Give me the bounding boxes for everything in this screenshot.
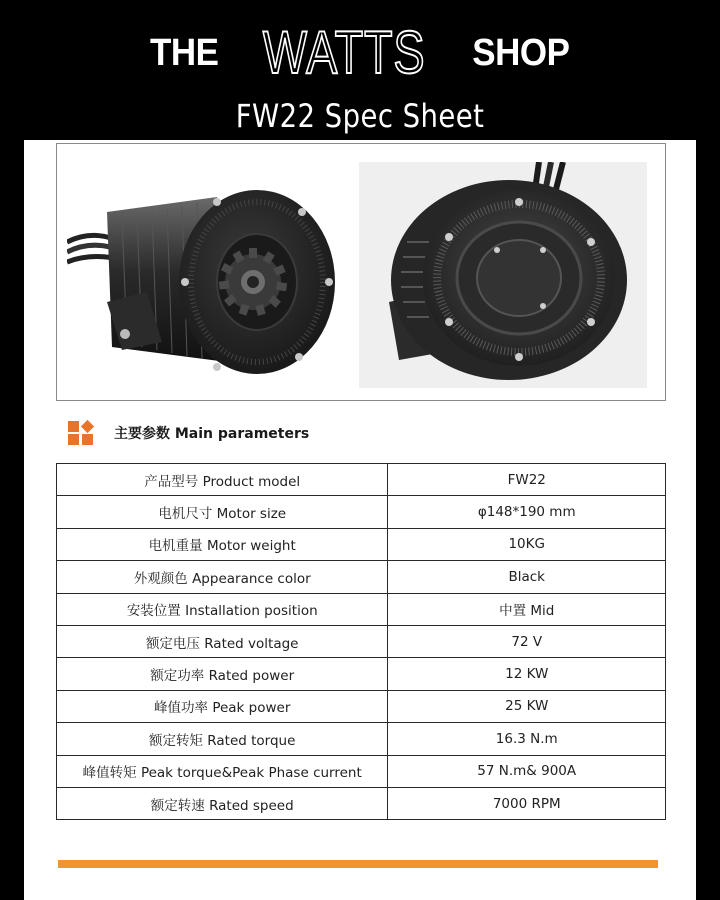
spec-sheet — [24, 140, 696, 900]
spec-label: 电机尺寸 Motor size — [57, 496, 388, 528]
spec-value: 12 KW — [388, 658, 666, 690]
table-row — [57, 625, 666, 657]
brand-suffix: SHOP — [471, 31, 570, 74]
brand-prefix: THE — [149, 31, 219, 74]
spec-value: 25 KW — [388, 690, 666, 722]
spec-label: 额定功率 Rated power — [57, 658, 388, 690]
spec-value: 7000 RPM — [388, 787, 666, 819]
spec-value: 57 N.m& 900A — [388, 755, 666, 787]
spec-value: 10KG — [388, 528, 666, 560]
table-row — [57, 528, 666, 560]
brand-name: WATTS — [263, 19, 426, 86]
orange-squares-icon — [68, 421, 94, 445]
section-title: 主要参数 Main parameters — [114, 426, 310, 442]
table-row — [57, 755, 666, 787]
motor-cover-side-image — [359, 162, 647, 388]
header — [0, 0, 720, 140]
spec-table — [56, 463, 666, 820]
spec-label: 安装位置 Installation position — [57, 593, 388, 625]
brand-logo — [0, 19, 720, 86]
table-row — [57, 496, 666, 528]
spec-value: FW22 — [388, 464, 666, 496]
spec-value: φ148*190 mm — [388, 496, 666, 528]
spec-label: 额定转速 Rated speed — [57, 787, 388, 819]
table-row — [57, 658, 666, 690]
spec-value: 72 V — [388, 625, 666, 657]
page-title: FW22 Spec Sheet — [235, 97, 485, 135]
table-row — [57, 723, 666, 755]
spec-label: 额定电压 Rated voltage — [57, 625, 388, 657]
spec-label: 外观颜色 Appearance color — [57, 561, 388, 593]
table-row — [57, 464, 666, 496]
spec-label: 产品型号 Product model — [57, 464, 388, 496]
spec-value: Black — [388, 561, 666, 593]
table-row — [57, 787, 666, 819]
spec-value: 中置 Mid — [388, 593, 666, 625]
table-row — [57, 593, 666, 625]
spec-label: 电机重量 Motor weight — [57, 528, 388, 560]
spec-value: 16.3 N.m — [388, 723, 666, 755]
section-header — [68, 420, 309, 446]
accent-bar — [58, 860, 658, 868]
spec-label: 峰值功率 Peak power — [57, 690, 388, 722]
table-row — [57, 561, 666, 593]
spec-label: 额定转矩 Rated torque — [57, 723, 388, 755]
spec-label: 峰值转矩 Peak torque&Peak Phase current — [57, 755, 388, 787]
product-photos — [56, 143, 666, 401]
table-row — [57, 690, 666, 722]
motor-sprocket-side-image — [67, 172, 342, 387]
